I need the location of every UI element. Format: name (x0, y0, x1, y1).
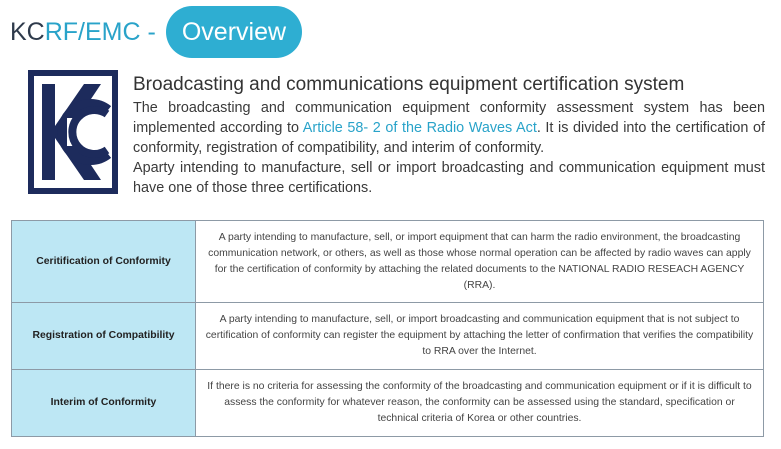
intro-section (133, 74, 765, 198)
overview-badge: Overview (166, 6, 302, 58)
radio-waves-act-link[interactable]: Article 58- 2 of the Radio Waves Act (302, 120, 537, 136)
page-header (10, 6, 302, 58)
kc-logo-icon (28, 70, 118, 194)
certification-table (11, 220, 764, 437)
row-label: Interim of Conformity (12, 370, 196, 437)
title-accent: RF/EMC - (44, 17, 156, 46)
intro-paragraph-1 (133, 98, 765, 158)
table-row (12, 370, 764, 437)
row-label: Registration of Compatibility (12, 303, 196, 370)
row-description: A party intending to manufacture, sell, or import broadcasting and communication equipment that is not subject to certification of conformity can register the equipment by attaching the letter of confirmation that verifies the compatibility to RRA over the Internet. (196, 303, 764, 370)
table-row (12, 221, 764, 303)
intro-para1-after: . It is divided into the certification of conformity, registration of compatibility, and interim of conformity. (133, 120, 765, 156)
title-prefix: KC (10, 17, 45, 46)
row-description: A party intending to manufacture, sell, or import equipment that can harm the radio environment, the broadcasting communication network, or others, as well as those whose normal operation can be affected by radio waves can apply for the certification of conformity by attaching the related documents to the NATIONAL RADIO RESEACH AGENCY (RRA). (196, 221, 764, 303)
table-row (12, 303, 764, 370)
intro-paragraph-2: Aparty intending to manufacture, sell or import broadcasting and communication equipment must have one of those three certifications. (133, 160, 765, 196)
intro-text (133, 98, 765, 198)
row-label: Ceritification of Conformity (12, 221, 196, 303)
intro-para1-before: The broadcasting and communication equipment conformity assessment system has been implemented according to (133, 100, 765, 136)
row-description: If there is no criteria for assessing the conformity of the broadcasting and communication equipment or if it is difficult to assess the conformity for whatever reason, the conformity can be assessed using the standard, specification or technical criteria of Korea or other countries. (196, 370, 764, 437)
intro-title: Broadcasting and communications equipment certification system (133, 74, 685, 95)
